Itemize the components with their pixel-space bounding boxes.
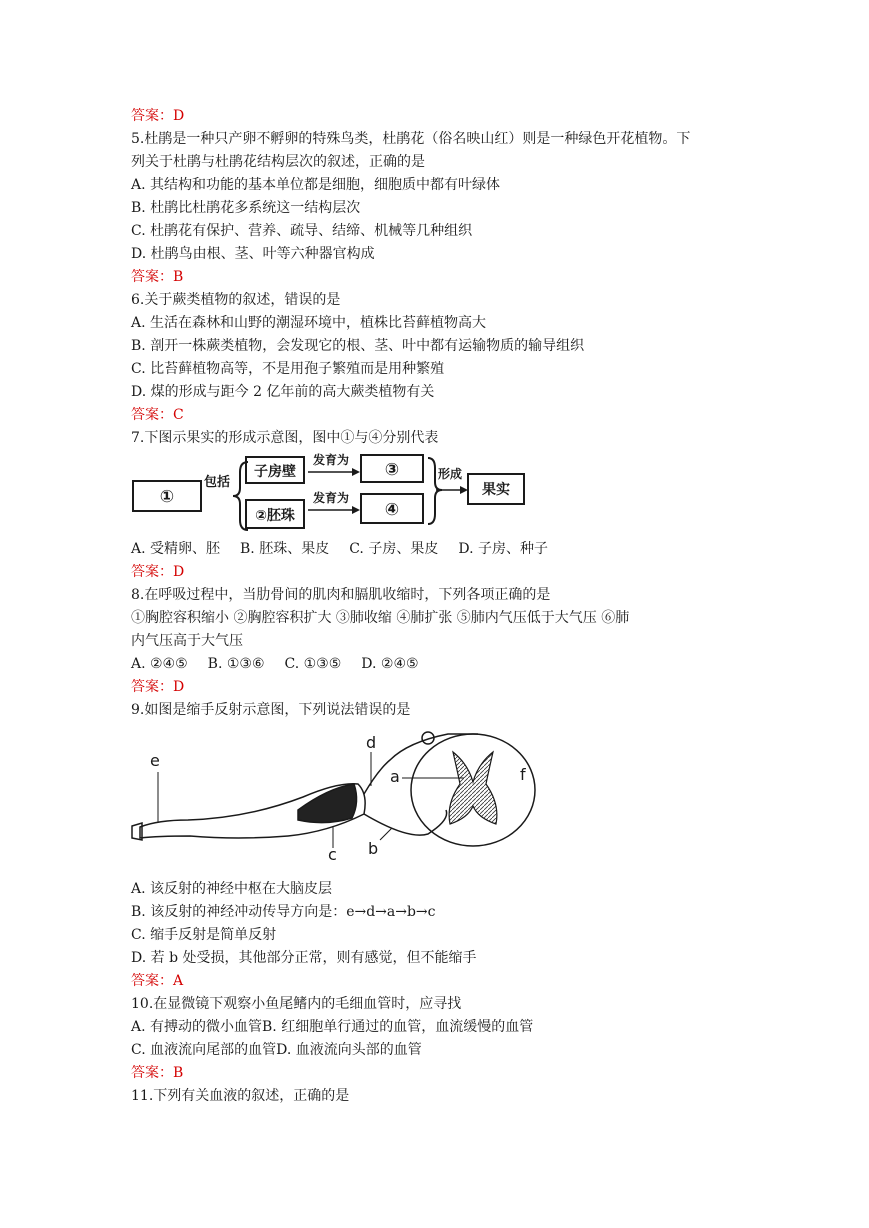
q6-option-b: B. 剖开一株蕨类植物，会发现它的根、茎、叶中都有运输物质的输导组织 [131, 338, 585, 354]
label-line-b [380, 828, 392, 840]
q7-stem: 7.下图示果实的形成示意图，图中①与④分别代表 [131, 430, 439, 446]
arrow-1-head-icon [352, 468, 360, 476]
q8-option-b: B. ①③⑥ [207, 656, 265, 672]
diagram-label-form: 形成 [437, 467, 463, 481]
q11-stem: 11.下列有关血液的叙述，正确的是 [131, 1088, 350, 1104]
diagram-label-include: 包括 [203, 475, 231, 490]
q10-answer: 答案：B [131, 1065, 184, 1081]
q6-option-c: C. 比苔藓植物高等，不是用孢子繁殖而是用种繁殖 [131, 361, 445, 377]
q10-stem: 10.在显微镜下观察小鱼尾鳍内的毛细血管时，应寻找 [131, 996, 462, 1012]
diagram-label-e: e [150, 751, 160, 770]
q7-option-c: C. 子房、果皮 [349, 541, 439, 557]
q9-option-c: C. 缩手反射是简单反射 [131, 927, 277, 943]
q9-option-a: A. 该反射的神经中枢在大脑皮层 [131, 881, 333, 897]
q6-option-d: D. 煤的形成与距今 2 亿年前的高大蕨类植物有关 [131, 384, 435, 400]
diagram-label-develop-1: 发育为 [312, 453, 350, 467]
diagram-label-ovary-wall: 子房壁 [254, 464, 296, 480]
diagram-label-d: d [366, 733, 377, 752]
q9-answer: 答案：A [131, 973, 184, 989]
q9-option-b: B. 该反射的神经冲动传导方向是：e→d→a→b→c [131, 904, 436, 920]
q5-stem-line2: 列关于杜鹃与杜鹃花结构层次的叙述，正确的是 [131, 154, 425, 170]
q6-answer: 答案：C [131, 407, 184, 423]
q5-option-d: D. 杜鹃鸟由根、茎、叶等六种器官构成 [131, 246, 375, 262]
diagram-label-fruit: 果实 [482, 482, 510, 498]
q7-answer: 答案：D [131, 564, 185, 580]
q8-stem: 8.在呼吸过程中，当肋骨间的肌肉和膈肌收缩时，下列各项正确的是 [131, 587, 551, 603]
q8-items-line1: ①胸腔容积缩小 ②胸腔容积扩大 ③肺收缩 ④肺扩张 ⑤肺内气压低于大气压 ⑥肺 [131, 610, 630, 626]
diagram-label-b: b [368, 839, 379, 858]
q8-options [131, 653, 419, 675]
diagram-label-ovule: ②胚珠 [255, 508, 295, 524]
arrow-2-head-icon [352, 506, 360, 514]
q8-answer: 答案：D [131, 679, 185, 695]
q7-option-b: B. 胚珠、果皮 [240, 541, 330, 557]
q10-options-row2 [131, 1039, 422, 1061]
q5-option-c: C. 杜鹃花有保护、营养、疏导、结缔、机械等几种组织 [131, 223, 473, 239]
q10-option-b: B. 红细胞单行通过的血管，血流缓慢的血管 [262, 1019, 534, 1035]
q8-items-line2: 内气压高于大气压 [131, 633, 243, 649]
q5-stem-line1: 5.杜鹃是一种只产卵不孵卵的特殊鸟类，杜鹃花（俗名映山红）则是一种绿色开花植物。下 [131, 131, 691, 147]
diagram-label-c: c [328, 845, 337, 862]
arrow-3-head-icon [460, 486, 468, 494]
q5-option-a: A. 其结构和功能的基本单位都是细胞，细胞质中都有叶绿体 [131, 177, 501, 193]
q4-answer: 答案：D [131, 108, 185, 124]
q7-option-a: A. 受精卵、胚 [131, 541, 221, 557]
diagram-label-box4: ④ [384, 500, 400, 520]
q10-options-row1 [131, 1016, 533, 1038]
fruit-formation-diagram [128, 450, 528, 534]
q9-stem: 9.如图是缩手反射示意图，下列说法错误的是 [131, 702, 411, 718]
q7-option-d: D. 子房、种子 [458, 541, 548, 557]
motor-nerve-b [364, 810, 447, 835]
q8-option-a: A. ②④⑤ [131, 656, 188, 672]
q8-option-c: C. ①③⑤ [284, 656, 342, 672]
q10-option-d: D. 血液流向头部的血管 [276, 1042, 422, 1058]
diagram-label-box3: ③ [384, 460, 400, 480]
reflex-arc-diagram [128, 722, 568, 862]
muscle-shape [298, 784, 357, 823]
q9-option-d: D. 若 b 处受损，其他部分正常，则有感觉，但不能缩手 [131, 950, 477, 966]
diagram-label-box1: ① [159, 487, 175, 507]
q6-stem: 6.关于蕨类植物的叙述，错误的是 [131, 292, 341, 308]
grey-matter-shape [449, 752, 497, 824]
q6-option-a: A. 生活在森林和山野的潮湿环境中，植株比苔藓植物高大 [131, 315, 487, 331]
q7-options [131, 538, 548, 560]
q10-option-c: C. 血液流向尾部的血管 [131, 1042, 277, 1058]
diagram-label-develop-2: 发育为 [312, 491, 350, 505]
q8-option-d: D. ②④⑤ [361, 656, 419, 672]
q10-option-a: A. 有搏动的微小血管 [131, 1019, 263, 1035]
q5-answer: 答案：B [131, 269, 184, 285]
diagram-label-a: a [390, 767, 400, 786]
diagram-label-f: f [520, 765, 526, 784]
q5-option-b: B. 杜鹃比杜鹃花多系统这一结构层次 [131, 200, 361, 216]
